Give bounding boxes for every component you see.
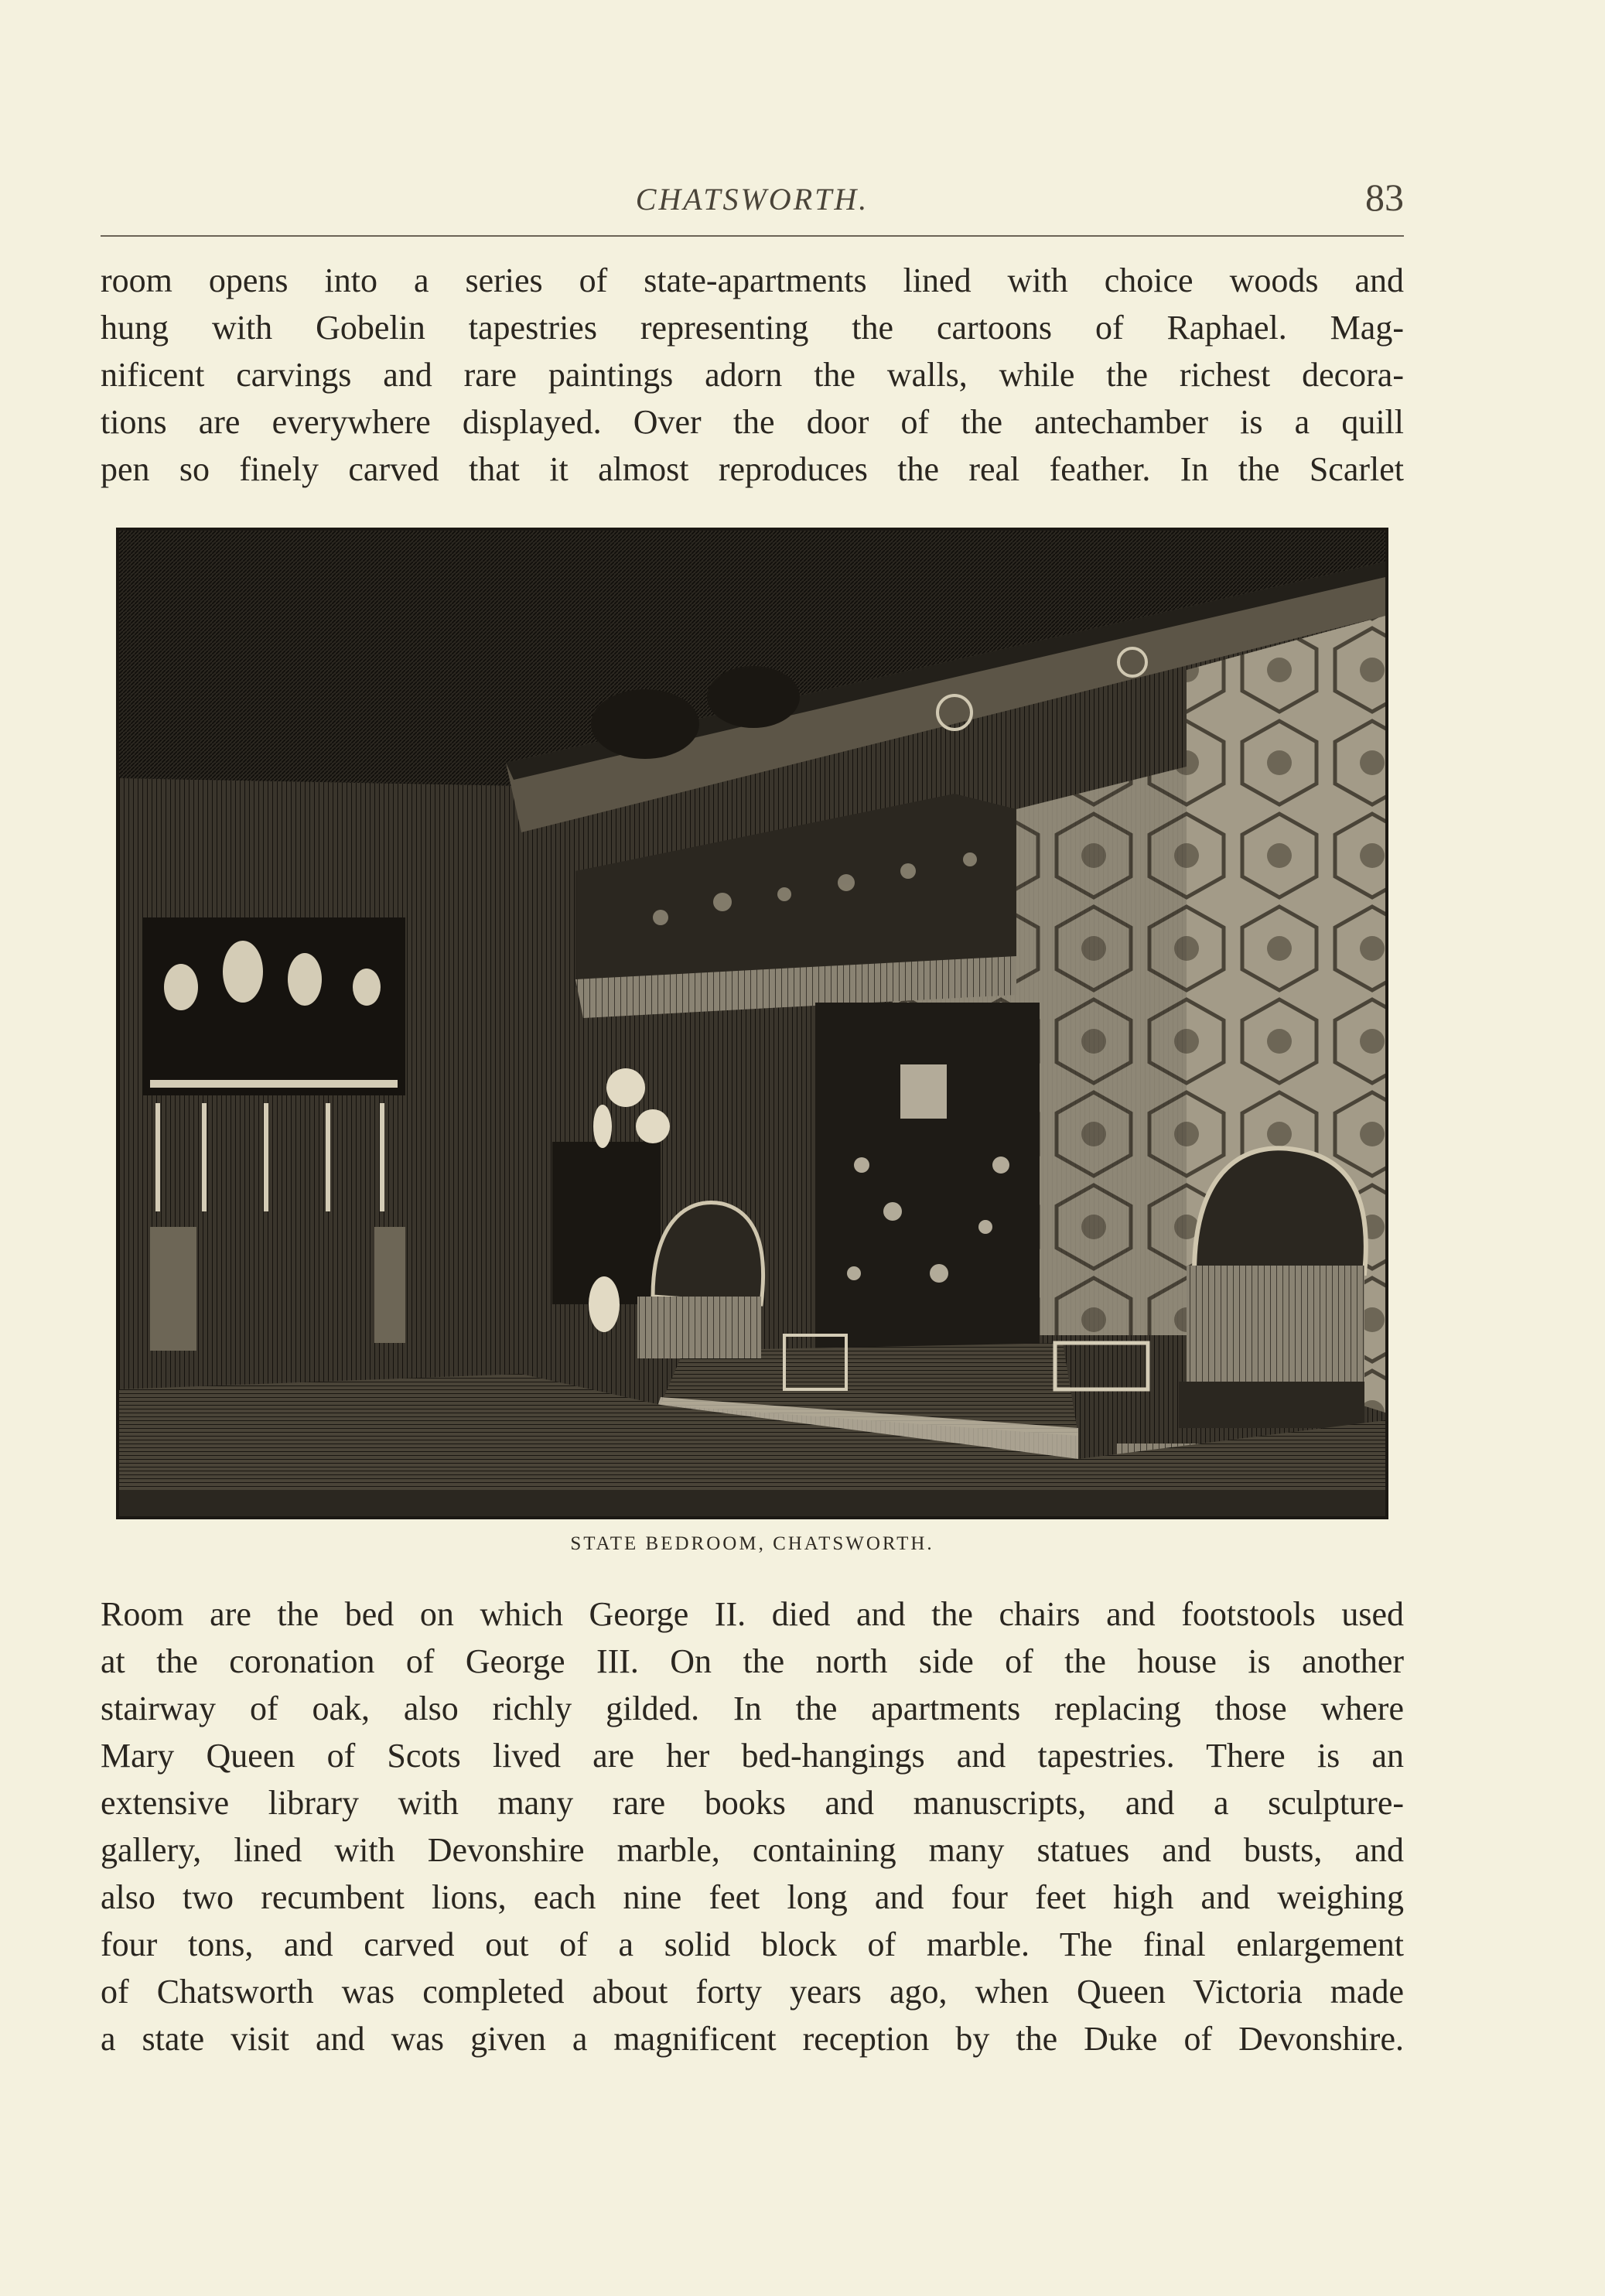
text-line: extensive library with many rare books and manuscripts, and a sculpture- — [101, 1784, 1404, 1822]
text-line: gallery, lined with Devonshire marble, containing many statues and busts, and — [101, 1831, 1404, 1869]
text-line: stairway of oak, also richly gilded. In the apartments replacing those where — [101, 1690, 1404, 1727]
text-line: Mary Queen of Scots lived are her bed-hangings and tapestries. There is an — [101, 1737, 1404, 1775]
text-line: nificent carvings and rare paintings adorn the walls, while the richest decora- — [101, 356, 1404, 394]
text-line: also two recumbent lions, each nine feet long and four feet high and weighing — [101, 1878, 1404, 1916]
text-line: pen so finely carved that it almost reproduces the real feather. In the Scarlet — [101, 450, 1404, 488]
page-number: 83 — [1365, 176, 1404, 219]
figure-caption: STATE BEDROOM, CHATSWORTH. — [570, 1533, 934, 1554]
text-line: Room are the bed on which George II. died and the chairs and footstools used — [101, 1595, 1404, 1633]
text-line: four tons, and carved out of a solid block of marble. The final enlargement — [101, 1925, 1404, 1963]
text-line: at the coronation of George III. On the north side of the house is another — [101, 1642, 1404, 1680]
text-line: tions are everywhere displayed. Over the door of the antechamber is a quill — [101, 403, 1404, 441]
engraving-state-bedroom — [116, 528, 1388, 1519]
header-rule — [101, 235, 1404, 237]
engraving-illustration — [119, 531, 1385, 1516]
text-line: hung with Gobelin tapestries representing the cartoons of Raphael. Mag- — [101, 309, 1404, 347]
running-title: CHATSWORTH. — [635, 182, 869, 217]
paragraph-bottom — [101, 1590, 1404, 2062]
paragraph-top — [101, 257, 1404, 493]
text-line: of Chatsworth was completed about forty years ago, when Queen Victoria made — [101, 1973, 1404, 2011]
running-head — [101, 175, 1404, 229]
text-line: room opens into a series of state-apartments lined with choice woods and — [101, 261, 1404, 299]
text-line: a state visit and was given a magnificent reception by the Duke of Devonshire. — [101, 2020, 1404, 2058]
